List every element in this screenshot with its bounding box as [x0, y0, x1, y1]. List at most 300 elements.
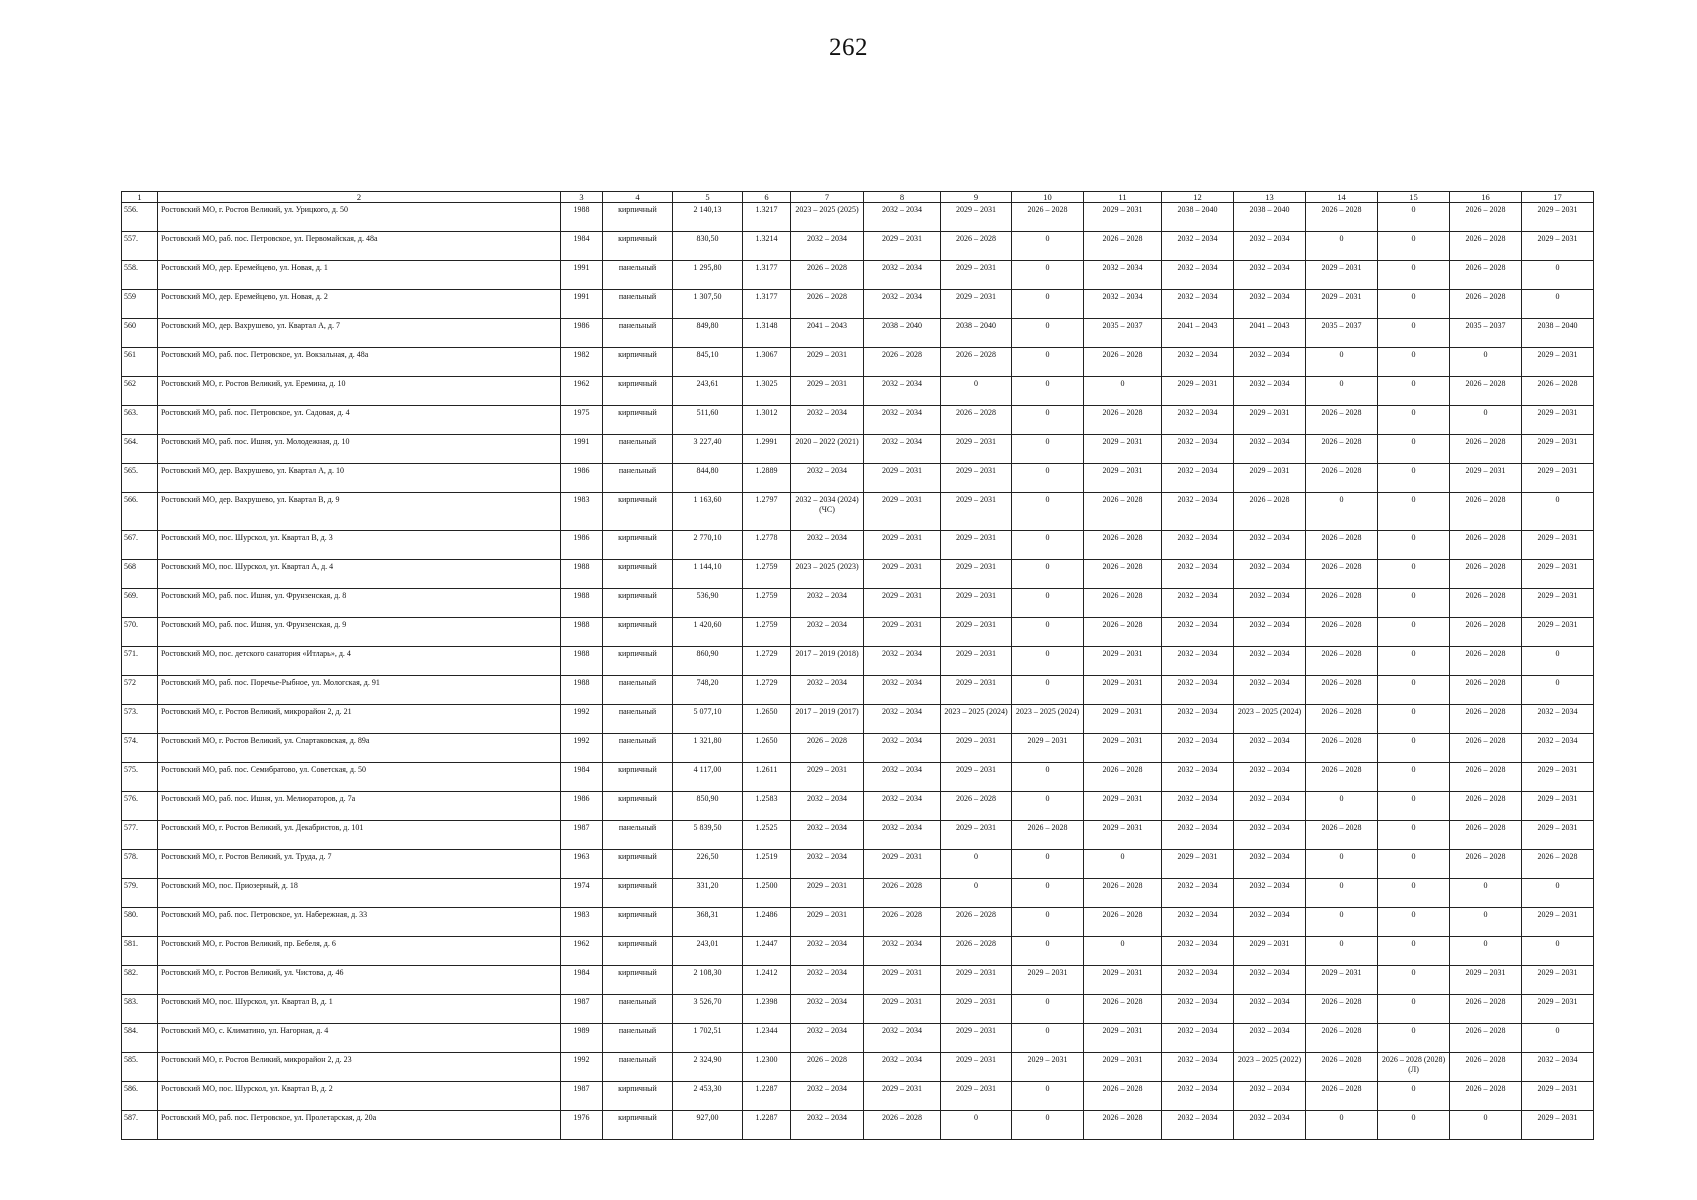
table-cell: 0: [1378, 464, 1450, 493]
table-cell: 2032 – 2034: [1234, 232, 1306, 261]
table-cell: 2032 – 2034: [1234, 290, 1306, 319]
table-cell: 0: [1012, 232, 1084, 261]
table-cell: 0: [941, 850, 1012, 879]
table-cell: 2026 – 2028: [1450, 792, 1522, 821]
address-cell: Ростовский МО, г. Ростов Великий, пр. Бебеля, д. 6: [158, 937, 561, 966]
table-cell: 2026 – 2028: [1450, 1024, 1522, 1053]
table-cell: 1.2889: [743, 464, 791, 493]
table-cell: 2026 – 2028: [1084, 763, 1162, 792]
table-cell: 2026 – 2028: [1306, 531, 1378, 560]
table-cell: 2026 – 2028: [941, 937, 1012, 966]
table-cell: 2029 – 2031: [941, 966, 1012, 995]
table-cell: 0: [1378, 966, 1450, 995]
row-number-cell: 569.: [122, 589, 158, 618]
table-row: [122, 647, 1594, 676]
table-cell: 748,20: [673, 676, 743, 705]
table-cell: 2029 – 2031: [1084, 966, 1162, 995]
row-number-cell: 565.: [122, 464, 158, 493]
table-cell: 1975: [561, 406, 603, 435]
table-cell: 1 307,50: [673, 290, 743, 319]
table-cell: 2023 – 2025 (2024): [1234, 705, 1306, 734]
table-cell: 2032 – 2034: [1234, 560, 1306, 589]
table-container: [121, 191, 1594, 1140]
table-cell: 2038 – 2040: [1234, 203, 1306, 232]
table-cell: 1986: [561, 319, 603, 348]
row-number-cell: 562: [122, 377, 158, 406]
table-cell: 2026 – 2028: [1450, 531, 1522, 560]
row-number-cell: 572: [122, 676, 158, 705]
table-cell: 2029 – 2031: [864, 618, 941, 647]
table-cell: 1984: [561, 763, 603, 792]
table-cell: 0: [1522, 676, 1594, 705]
table-row: [122, 377, 1594, 406]
table-cell: 2032 – 2034: [864, 203, 941, 232]
table-cell: 0: [1012, 792, 1084, 821]
table-cell: 2 324,90: [673, 1053, 743, 1082]
table-cell: 1.2759: [743, 560, 791, 589]
table-cell: 0: [1012, 348, 1084, 377]
table-cell: 2026 – 2028: [1306, 763, 1378, 792]
table-cell: 2032 – 2034: [1162, 995, 1234, 1024]
table-cell: 0: [1378, 406, 1450, 435]
table-cell: 1.2729: [743, 676, 791, 705]
table-cell: 2029 – 2031: [1522, 908, 1594, 937]
table-cell: 0: [1012, 908, 1084, 937]
table-cell: 2032 – 2034: [1234, 589, 1306, 618]
table-cell: 2029 – 2031: [1522, 618, 1594, 647]
table-cell: 2026 – 2028: [1084, 879, 1162, 908]
table-cell: 2026 – 2028: [1450, 589, 1522, 618]
table-cell: 2032 – 2034: [1234, 531, 1306, 560]
table-cell: 2029 – 2031: [1234, 937, 1306, 966]
table-cell: 1 321,80: [673, 734, 743, 763]
table-cell: 0: [1378, 319, 1450, 348]
table-cell: 1988: [561, 647, 603, 676]
table-cell: 2026 – 2028: [1084, 406, 1162, 435]
table-cell: 2026 – 2028: [1084, 232, 1162, 261]
table-cell: 2029 – 2031: [1234, 464, 1306, 493]
table-cell: 2026 – 2028: [1084, 995, 1162, 1024]
row-number-cell: 560: [122, 319, 158, 348]
table-cell: 1.2759: [743, 618, 791, 647]
table-cell: кирпичный: [603, 908, 673, 937]
column-header: 11: [1084, 192, 1162, 203]
address-cell: Ростовский МО, г. Ростов Великий, микрорайон 2, д. 21: [158, 705, 561, 734]
table-cell: 1988: [561, 618, 603, 647]
table-cell: 0: [1522, 937, 1594, 966]
table-cell: 2032 – 2034: [864, 261, 941, 290]
table-cell: 2026 – 2028: [1306, 734, 1378, 763]
table-cell: 2029 – 2031: [941, 493, 1012, 531]
table-cell: 1.2525: [743, 821, 791, 850]
table-cell: 2032 – 2034: [1162, 705, 1234, 734]
address-cell: Ростовский МО, раб. пос. Ишня, ул. Молодежная, д. 10: [158, 435, 561, 464]
table-cell: 2029 – 2031: [864, 531, 941, 560]
address-cell: Ростовский МО, с. Климатино, ул. Нагорная, д. 4: [158, 1024, 561, 1053]
table-cell: 2029 – 2031: [941, 763, 1012, 792]
table-cell: 2038 – 2040: [941, 319, 1012, 348]
table-cell: 0: [1012, 676, 1084, 705]
table-cell: 2032 – 2034: [1162, 676, 1234, 705]
table-cell: 1983: [561, 493, 603, 531]
table-cell: 2038 – 2040: [1522, 319, 1594, 348]
table-cell: 0: [1306, 493, 1378, 531]
table-cell: 0: [1012, 618, 1084, 647]
table-cell: 2032 – 2034: [791, 966, 864, 995]
address-cell: Ростовский МО, г. Ростов Великий, ул. Урицкого, д. 50: [158, 203, 561, 232]
table-cell: 0: [1012, 435, 1084, 464]
table-cell: 0: [1378, 734, 1450, 763]
table-cell: 1.2447: [743, 937, 791, 966]
table-cell: 2029 – 2031: [1084, 203, 1162, 232]
address-cell: Ростовский МО, раб. пос. Петровское, ул. Вокзальная, д. 48а: [158, 348, 561, 377]
table-cell: 2032 – 2034: [864, 377, 941, 406]
table-cell: 2029 – 2031: [1084, 464, 1162, 493]
table-row: [122, 1111, 1594, 1140]
table-cell: 0: [1378, 937, 1450, 966]
table-cell: 2032 – 2034: [1084, 290, 1162, 319]
table-cell: 2023 – 2025 (2024): [1012, 705, 1084, 734]
table-cell: 2029 – 2031: [1084, 1053, 1162, 1082]
table-cell: кирпичный: [603, 377, 673, 406]
table-cell: 2026 – 2028: [1306, 589, 1378, 618]
table-cell: 0: [1378, 647, 1450, 676]
table-cell: 2029 – 2031: [941, 734, 1012, 763]
table-cell: 2029 – 2031: [941, 995, 1012, 1024]
table-cell: 2029 – 2031: [1084, 435, 1162, 464]
table-cell: 0: [1522, 261, 1594, 290]
table-cell: 511,60: [673, 406, 743, 435]
table-cell: 2029 – 2031: [941, 261, 1012, 290]
table-cell: 2038 – 2040: [1162, 203, 1234, 232]
table-cell: 2026 – 2028: [1306, 618, 1378, 647]
table-cell: 2026 – 2028: [791, 261, 864, 290]
row-number-cell: 573.: [122, 705, 158, 734]
table-cell: 2026 – 2028: [1450, 763, 1522, 792]
row-number-cell: 564.: [122, 435, 158, 464]
table-cell: 2023 – 2025 (2023): [791, 560, 864, 589]
table-cell: 2032 – 2034: [1234, 792, 1306, 821]
table-cell: 2029 – 2031: [1522, 406, 1594, 435]
table-cell: 0: [1012, 1111, 1084, 1140]
table-cell: 0: [1522, 290, 1594, 319]
table-row: [122, 792, 1594, 821]
table-cell: 0: [1306, 1111, 1378, 1140]
table-cell: 2026 – 2028: [864, 908, 941, 937]
table-cell: 3 526,70: [673, 995, 743, 1024]
table-cell: кирпичный: [603, 232, 673, 261]
table-cell: 2032 – 2034: [864, 1024, 941, 1053]
address-cell: Ростовский МО, раб. пос. Петровское, ул. Садовая, д. 4: [158, 406, 561, 435]
table-cell: 0: [941, 1111, 1012, 1140]
table-row: [122, 1024, 1594, 1053]
table-cell: 1.3012: [743, 406, 791, 435]
table-cell: 2032 – 2034: [1162, 937, 1234, 966]
column-header: 12: [1162, 192, 1234, 203]
table-cell: 2026 – 2028: [1450, 232, 1522, 261]
column-header: 17: [1522, 192, 1594, 203]
column-header: 14: [1306, 192, 1378, 203]
table-cell: 2029 – 2031: [1522, 435, 1594, 464]
table-row: [122, 560, 1594, 589]
table-cell: 2029 – 2031: [1522, 966, 1594, 995]
table-cell: 2017 – 2019 (2017): [791, 705, 864, 734]
address-cell: Ростовский МО, раб. пос. Петровское, ул. Пролетарская, д. 20а: [158, 1111, 561, 1140]
table-cell: 0: [1306, 937, 1378, 966]
table-cell: 2026 – 2028: [1306, 995, 1378, 1024]
table-cell: кирпичный: [603, 348, 673, 377]
table-cell: 2029 – 2031: [1522, 821, 1594, 850]
table-cell: 0: [1378, 1024, 1450, 1053]
table-cell: 0: [1012, 290, 1084, 319]
table-cell: 0: [941, 377, 1012, 406]
table-cell: 2032 – 2034: [1234, 261, 1306, 290]
table-cell: 2029 – 2031: [941, 1024, 1012, 1053]
table-cell: 2032 – 2034: [1234, 618, 1306, 647]
table-cell: 1987: [561, 995, 603, 1024]
table-cell: 1.2519: [743, 850, 791, 879]
table-cell: 2032 – 2034: [1162, 589, 1234, 618]
table-cell: 0: [1012, 531, 1084, 560]
table-row: [122, 493, 1594, 531]
table-cell: 1.2650: [743, 705, 791, 734]
table-cell: 2032 – 2034: [791, 406, 864, 435]
table-cell: 2026 – 2028: [941, 348, 1012, 377]
table-cell: 0: [1378, 203, 1450, 232]
table-cell: кирпичный: [603, 1082, 673, 1111]
table-cell: 1.2759: [743, 589, 791, 618]
table-row: [122, 734, 1594, 763]
table-cell: 0: [1522, 493, 1594, 531]
column-header: 6: [743, 192, 791, 203]
table-row: [122, 348, 1594, 377]
row-number-cell: 580.: [122, 908, 158, 937]
column-header: 1: [122, 192, 158, 203]
table-cell: 830,50: [673, 232, 743, 261]
table-cell: 0: [1084, 377, 1162, 406]
table-cell: 0: [1012, 589, 1084, 618]
table-cell: 2032 – 2034: [1162, 531, 1234, 560]
table-cell: 2041 – 2043: [1234, 319, 1306, 348]
table-cell: 1988: [561, 676, 603, 705]
table-cell: 2032 – 2034: [1162, 560, 1234, 589]
table-cell: 2029 – 2031: [864, 850, 941, 879]
table-cell: 2026 – 2028: [1084, 348, 1162, 377]
column-header: 3: [561, 192, 603, 203]
table-cell: 0: [1378, 348, 1450, 377]
table-cell: 0: [1012, 493, 1084, 531]
row-number-cell: 576.: [122, 792, 158, 821]
table-cell: 0: [1378, 589, 1450, 618]
table-cell: 0: [1450, 1111, 1522, 1140]
table-cell: 0: [1012, 261, 1084, 290]
table-cell: 2032 – 2034: [1522, 1053, 1594, 1082]
row-number-cell: 581.: [122, 937, 158, 966]
table-cell: 0: [1522, 647, 1594, 676]
table-cell: панельный: [603, 676, 673, 705]
table-cell: 2029 – 2031: [941, 203, 1012, 232]
row-number-cell: 582.: [122, 966, 158, 995]
address-cell: Ростовский МО, раб. пос. Поречье-Рыбное, ул. Мологская, д. 91: [158, 676, 561, 705]
table-cell: 2032 – 2034: [1234, 908, 1306, 937]
table-cell: кирпичный: [603, 589, 673, 618]
table-cell: 0: [1522, 1024, 1594, 1053]
table-cell: панельный: [603, 1024, 673, 1053]
repair-schedule-table: [121, 191, 1594, 1140]
row-number-cell: 574.: [122, 734, 158, 763]
table-cell: 2023 – 2025 (2025): [791, 203, 864, 232]
table-row: [122, 908, 1594, 937]
table-cell: 2032 – 2034: [1234, 763, 1306, 792]
table-cell: 2032 – 2034: [1234, 734, 1306, 763]
table-cell: 2032 – 2034: [791, 821, 864, 850]
table-cell: 2029 – 2031: [1084, 676, 1162, 705]
table-cell: 2026 – 2028: [1012, 203, 1084, 232]
column-header: 5: [673, 192, 743, 203]
address-cell: Ростовский МО, раб. пос. Семибратово, ул. Советская, д. 50: [158, 763, 561, 792]
column-header: 2: [158, 192, 561, 203]
table-cell: 2029 – 2031: [864, 1082, 941, 1111]
table-cell: 2026 – 2028: [1450, 493, 1522, 531]
table-cell: 2026 – 2028: [791, 1053, 864, 1082]
table-cell: 2026 – 2028: [1084, 531, 1162, 560]
table-cell: 2032 – 2034: [1084, 261, 1162, 290]
table-cell: 2032 – 2034: [864, 763, 941, 792]
table-cell: 849,80: [673, 319, 743, 348]
table-cell: 226,50: [673, 850, 743, 879]
table-cell: 0: [1012, 995, 1084, 1024]
address-cell: Ростовский МО, пос. Шурскол, ул. Квартал В, д. 3: [158, 531, 561, 560]
table-cell: кирпичный: [603, 406, 673, 435]
table-cell: кирпичный: [603, 203, 673, 232]
address-cell: Ростовский МО, г. Ростов Великий, ул. Спартаковская, д. 89а: [158, 734, 561, 763]
table-cell: 2035 – 2037: [1306, 319, 1378, 348]
table-cell: 1976: [561, 1111, 603, 1140]
table-cell: 2032 – 2034: [791, 1082, 864, 1111]
row-number-cell: 575.: [122, 763, 158, 792]
table-cell: 2038 – 2040: [864, 319, 941, 348]
table-cell: 2026 – 2028: [1450, 734, 1522, 763]
address-cell: Ростовский МО, г. Ростов Великий, ул. Еремина, д. 10: [158, 377, 561, 406]
table-cell: 0: [1306, 348, 1378, 377]
table-cell: 2032 – 2034: [864, 290, 941, 319]
table-row: [122, 821, 1594, 850]
table-cell: 0: [1012, 377, 1084, 406]
table-cell: 1.3025: [743, 377, 791, 406]
table-cell: 2032 – 2034: [1234, 647, 1306, 676]
table-cell: 1 295,80: [673, 261, 743, 290]
table-cell: 1.2778: [743, 531, 791, 560]
table-cell: 2029 – 2031: [1522, 589, 1594, 618]
row-number-cell: 566.: [122, 493, 158, 531]
column-header: 8: [864, 192, 941, 203]
column-header: 15: [1378, 192, 1450, 203]
table-cell: 1.2398: [743, 995, 791, 1024]
table-cell: 2029 – 2031: [1522, 203, 1594, 232]
table-cell: 2032 – 2034: [1162, 493, 1234, 531]
table-row: [122, 676, 1594, 705]
table-cell: 2029 – 2031: [941, 464, 1012, 493]
table-cell: 2029 – 2031: [941, 290, 1012, 319]
table-cell: 1.2412: [743, 966, 791, 995]
table-cell: 2032 – 2034: [791, 676, 864, 705]
address-cell: Ростовский МО, г. Ростов Великий, микрорайон 2, д. 23: [158, 1053, 561, 1082]
column-header: 4: [603, 192, 673, 203]
table-cell: 1.2287: [743, 1111, 791, 1140]
address-cell: Ростовский МО, раб. пос. Ишня, ул. Фрунзенская, д. 8: [158, 589, 561, 618]
table-cell: 2029 – 2031: [1522, 792, 1594, 821]
table-cell: 1991: [561, 290, 603, 319]
table-cell: 2029 – 2031: [941, 821, 1012, 850]
table-cell: 2023 – 2025 (2024): [941, 705, 1012, 734]
table-cell: 2029 – 2031: [1306, 966, 1378, 995]
table-cell: 2 140,13: [673, 203, 743, 232]
table-cell: 2032 – 2034: [1522, 705, 1594, 734]
table-cell: 0: [1012, 937, 1084, 966]
table-cell: 2026 – 2028: [1450, 850, 1522, 879]
table-cell: 2032 – 2034: [1162, 618, 1234, 647]
column-header: 9: [941, 192, 1012, 203]
table-cell: 0: [941, 879, 1012, 908]
table-cell: панельный: [603, 821, 673, 850]
table-cell: 0: [1306, 232, 1378, 261]
table-cell: 0: [1378, 435, 1450, 464]
table-cell: 2032 – 2034: [1234, 1024, 1306, 1053]
table-cell: 2026 – 2028: [1084, 560, 1162, 589]
table-cell: 2026 – 2028: [1084, 1111, 1162, 1140]
table-cell: 1962: [561, 377, 603, 406]
table-cell: 0: [1012, 850, 1084, 879]
table-cell: 4 117,00: [673, 763, 743, 792]
table-cell: 1 144,10: [673, 560, 743, 589]
table-cell: 2032 – 2034: [1162, 290, 1234, 319]
address-cell: Ростовский МО, г. Ростов Великий, ул. Труда, д. 7: [158, 850, 561, 879]
table-cell: 0: [1306, 850, 1378, 879]
table-cell: 2026 – 2028: [864, 1111, 941, 1140]
table-cell: панельный: [603, 734, 673, 763]
table-cell: 0: [1012, 406, 1084, 435]
table-cell: 2026 – 2028: [1450, 435, 1522, 464]
table-row: [122, 232, 1594, 261]
table-cell: 0: [1378, 676, 1450, 705]
table-row: [122, 261, 1594, 290]
table-cell: 2032 – 2034: [864, 705, 941, 734]
table-cell: 243,61: [673, 377, 743, 406]
table-cell: 2029 – 2031: [941, 435, 1012, 464]
table-cell: 2029 – 2031: [1522, 1082, 1594, 1111]
table-cell: 2032 – 2034: [1162, 1053, 1234, 1082]
table-cell: 2029 – 2031: [941, 531, 1012, 560]
table-cell: 2032 – 2034: [1234, 348, 1306, 377]
table-cell: 844,80: [673, 464, 743, 493]
table-cell: 2029 – 2031: [1084, 705, 1162, 734]
table-cell: 2032 – 2034: [1234, 676, 1306, 705]
row-number-cell: 567.: [122, 531, 158, 560]
table-cell: 2032 – 2034: [1162, 734, 1234, 763]
table-cell: 2026 – 2028 (2028) (Л): [1378, 1053, 1450, 1082]
table-cell: 2026 – 2028: [1306, 647, 1378, 676]
row-number-cell: 568: [122, 560, 158, 589]
table-cell: 2029 – 2031: [1450, 966, 1522, 995]
table-row: [122, 319, 1594, 348]
table-cell: 0: [1378, 1082, 1450, 1111]
table-cell: 2032 – 2034: [1234, 995, 1306, 1024]
table-cell: 2029 – 2031: [941, 560, 1012, 589]
table-cell: 2029 – 2031: [1162, 850, 1234, 879]
table-cell: 2029 – 2031: [864, 589, 941, 618]
table-cell: 2032 – 2034: [1162, 879, 1234, 908]
table-cell: 536,90: [673, 589, 743, 618]
